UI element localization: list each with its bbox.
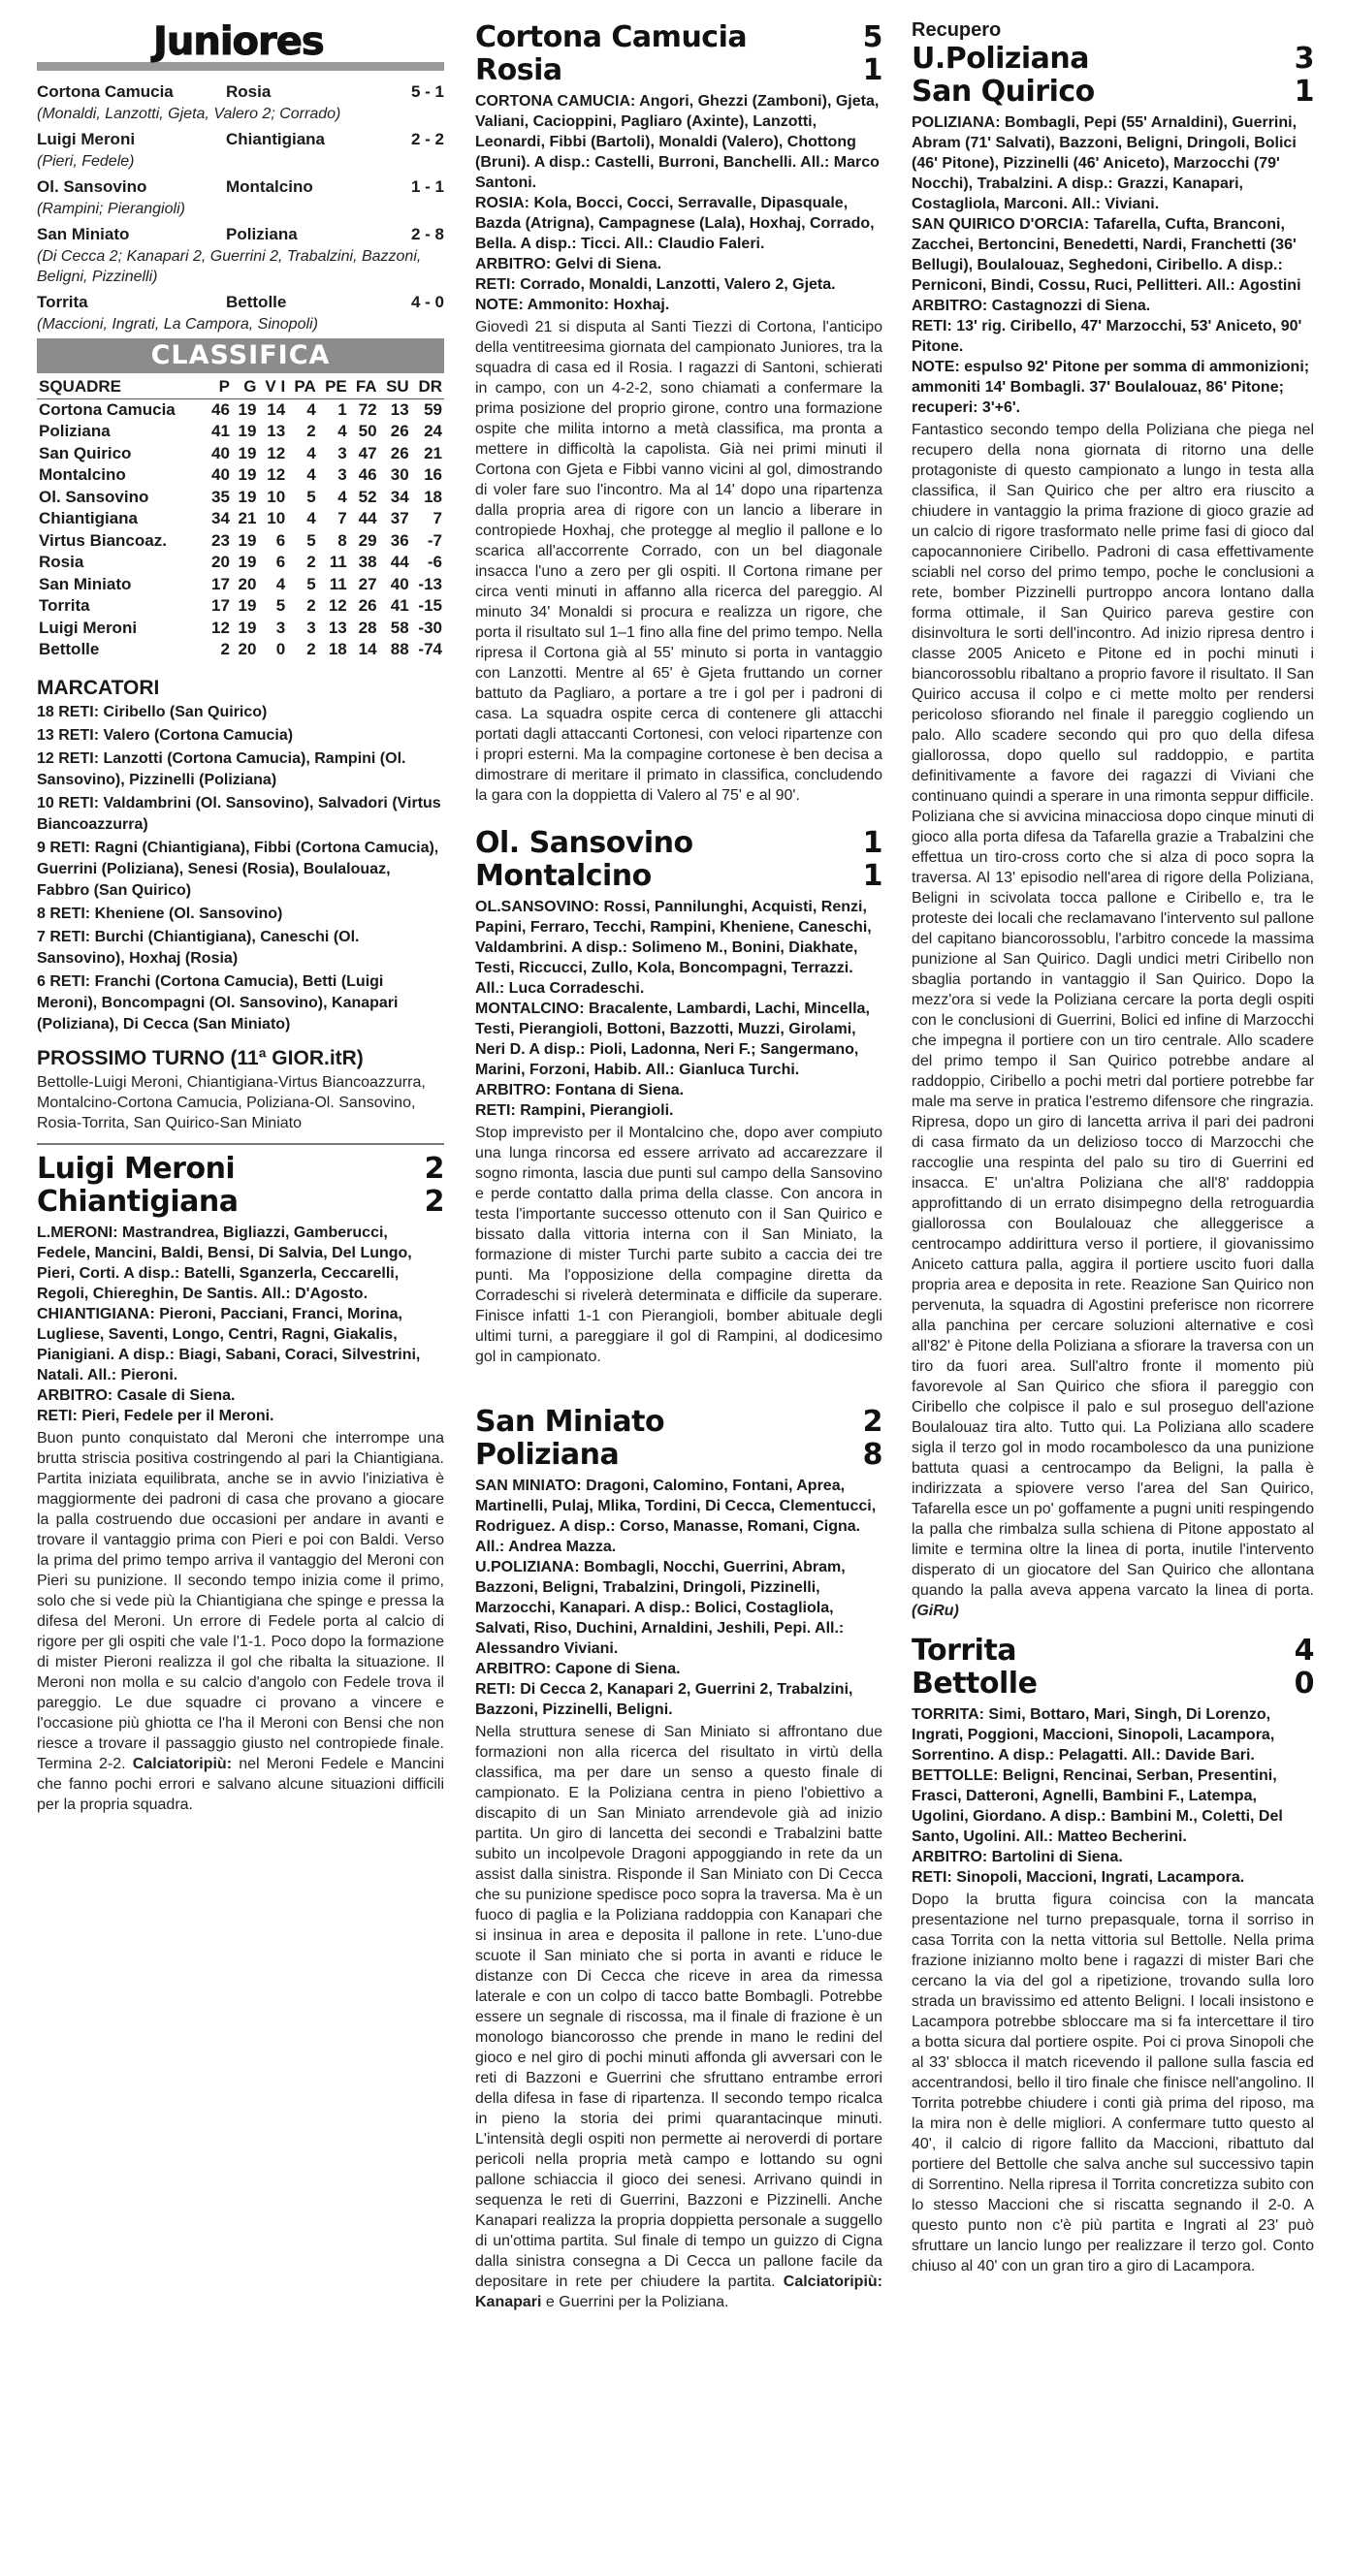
notes: NOTE: espulso 92' Pitone per somma di ammonizioni; ammoniti 14' Bombagli. 37' Boulalouaz, 86' Pitone; recuperi: 3'+6'.: [912, 359, 1310, 416]
standings-col-header: PA: [287, 376, 318, 398]
table-row: [37, 618, 444, 640]
scorer-line: 18 RETI: Ciribello (San Quirico): [37, 703, 268, 720]
team-name: Ol. Sansovino: [39, 487, 149, 506]
lineup-home: CORTONA CAMUCIA: Angori, Ghezzi (Zamboni), Gjeta, Valiani, Cacioppini, Pagliaro (Axinte), Lanzotti, Leonardi, Fibbi (Bartoli), Monaldi (Valero), Chottong (Bruni). A disp.: Castelli, Burroni, Banchelli. All.: Marco Santoni.: [475, 93, 880, 191]
stat-cell: 7: [433, 509, 442, 527]
lineup-away: MONTALCINO: Bracalente, Lambardi, Lachi, Mincella, Testi, Pierangioli, Bottoni, Bazzotti, Muzzi, Girolami, Neri D. A disp.: Pioli, Ladonna, Neri F.; Sangermano, Marini, Forzoni, Habib. All.: Gianluca Turchi.: [475, 1001, 870, 1078]
stat-cell: 58: [390, 618, 409, 637]
stat-cell: 17: [211, 596, 230, 615]
calciatori-text: nel Meroni Fedele e Mancini che fanno pochi errori e salvano alcune situazioni difficili per la propria squadra.: [37, 1755, 445, 1813]
table-row: [37, 595, 444, 618]
lineups: [37, 1223, 444, 1426]
home-team: San Miniato: [475, 1405, 665, 1439]
table-row: [37, 552, 444, 574]
table-row: [37, 574, 444, 596]
home-team: Ol. Sansovino: [475, 826, 693, 860]
goals: RETI: Corrado, Monaldi, Lanzotti, Valero 2, Gjeta.: [475, 276, 836, 293]
divider: [37, 1143, 444, 1145]
stat-cell: 4: [306, 443, 316, 462]
goals: RETI: Sinopoli, Maccioni, Ingrati, Lacampora.: [912, 1869, 1245, 1886]
stat-cell: 12: [267, 465, 286, 484]
stat-cell: 13: [328, 618, 347, 637]
home-team: Torrita: [912, 1634, 1017, 1668]
stat-cell: 14: [267, 399, 286, 419]
standings-header: [37, 376, 444, 398]
stat-cell: 88: [390, 640, 409, 658]
stat-cell: 19: [238, 465, 257, 484]
stat-cell: 13: [390, 399, 409, 419]
referee: ARBITRO: Casale di Siena.: [37, 1386, 236, 1404]
stat-cell: 29: [358, 530, 377, 550]
recupero-label: Recupero: [912, 19, 1002, 41]
score: 5 - 1: [410, 82, 444, 101]
stat-cell: 6: [275, 530, 286, 550]
match-torrita-bettolle: [912, 1635, 1314, 2276]
stat-cell: 19: [238, 399, 257, 419]
stat-cell: 46: [211, 399, 230, 419]
match-report: [37, 1428, 444, 1815]
stat-cell: 34: [390, 487, 409, 506]
stat-cell: 24: [424, 422, 442, 440]
home-score: 2: [424, 1151, 444, 1186]
stat-cell: 19: [238, 530, 257, 550]
standings-col-header: PE: [318, 376, 349, 398]
lineup-home: L.MERONI: Mastrandrea, Bigliazzi, Gamberucci, Fedele, Mancini, Baldi, Bensi, Di Salvia, Del Lungo, Pieri, Corti. A disp.: Batelli, Sganzerla, Ceccarelli, Regoli, Chiereghin, De Santis. All.: D'Agosto.: [37, 1224, 412, 1302]
stat-cell: 30: [390, 465, 409, 484]
stat-cell: 34: [211, 509, 230, 527]
stat-cell: 5: [306, 574, 316, 593]
middle-column: [475, 0, 882, 2312]
lineup-away: U.POLIZIANA: Bombagli, Nocchi, Guerrini, Abram, Bazzoni, Beligni, Trabalzini, Dringoli, Pizzinelli, Marzocchi, Kanapari. A disp.: Bolici, Costagliola, Salvati, Riso, Duchini, Arnaldini, Jeshili, Pepi. All.: Alessandro Viviani.: [475, 1559, 846, 1657]
stat-cell: 44: [390, 553, 409, 571]
left-column: [37, 0, 444, 1815]
stat-cell: 72: [358, 399, 377, 419]
lineups: [475, 1476, 882, 1720]
lineup-home: OL.SANSOVINO: Rossi, Pannilunghi, Acquisti, Renzi, Papini, Ferraro, Tecchi, Rampini, Kheniene, Caneschi, Valdambrini. A disp.: Solimeno M., Bonini, Diakhate, Testi, Riccucci, Zullo, Kola, Boncompagni, Terrazzi. All.: Luca Corradeschi.: [475, 899, 872, 997]
referee: ARBITRO: Bartolini di Siena.: [912, 1849, 1123, 1865]
stat-cell: 26: [358, 596, 377, 615]
stat-cell: 19: [238, 596, 257, 615]
away-score: 1: [862, 53, 882, 87]
stat-cell: 50: [358, 422, 377, 440]
stat-cell: 16: [424, 465, 442, 484]
marcatori-list: [37, 702, 444, 1035]
stat-cell: 27: [358, 574, 377, 593]
away-team: Poliziana: [475, 1438, 620, 1472]
stat-cell: 2: [220, 640, 230, 658]
stat-cell: 4: [275, 574, 286, 593]
lineups: [912, 112, 1314, 418]
stat-cell: 41: [211, 422, 230, 440]
match-cortona-rosia: [475, 21, 882, 806]
stat-cell: 37: [390, 509, 409, 527]
stat-cell: -6: [427, 553, 442, 571]
stat-cell: 5: [275, 596, 286, 615]
stat-cell: 47: [358, 443, 377, 462]
lineup-home: POLIZIANA: Bombagli, Pepi (55' Arnaldini), Guerrini, Abram (71' Salvati), Bazzoni, Beligni, Dringoli, Bolici (46' Pitone), Pizzinelli (46' Aniceto), Marzocchi (79' Nocchi), Trabalzini. A disp.: Grazzi, Kanapari, Costagliola, Marconi. All.: Viviani.: [912, 114, 1298, 212]
stat-cell: 21: [238, 509, 257, 527]
team-name: Torrita: [39, 596, 90, 615]
stat-cell: 40: [211, 443, 230, 462]
goals: RETI: Pieri, Fedele per il Meroni.: [37, 1407, 274, 1424]
calciatori-label: Calciatoripiù: Kanapari: [475, 2274, 882, 2310]
stat-cell: 59: [424, 399, 442, 419]
stat-cell: -7: [427, 530, 442, 550]
standings-table: [37, 376, 444, 661]
team-name: San Quirico: [39, 443, 132, 462]
standings-body: [37, 398, 444, 661]
home-team: U.Poliziana: [912, 42, 1090, 76]
scorer-line: 10 RETI: Valdambrini (Ol. Sansovino), Salvadori (Virtus Biancoazzurra): [37, 794, 441, 833]
team-name: Cortona Camucia: [39, 399, 176, 419]
standings-col-header: SQUADRE: [37, 376, 206, 398]
away-team: Montalcino: [475, 859, 652, 893]
home-score: 2: [862, 1405, 882, 1439]
lineup-away: ROSIA: Kola, Bocci, Cocci, Serravalle, Dipasquale, Bazda (Atrigna), Campagnese (Lala), Hoxhaj, Corrado, Bella. A disp.: Ticci. All.: Claudio Faleri.: [475, 195, 875, 252]
away-team: Bettolle: [226, 293, 287, 311]
home-score: 3: [1294, 42, 1314, 76]
calciatori-label: Calciatoripiù:: [132, 1755, 233, 1772]
team-name: Bettolle: [39, 640, 100, 658]
stat-cell: 28: [358, 618, 377, 637]
stat-cell: 23: [211, 530, 230, 550]
stat-cell: 12: [267, 443, 286, 462]
right-column: [912, 0, 1314, 2276]
stat-cell: 18: [328, 640, 347, 658]
match-report: [912, 420, 1314, 1621]
scorers: (Pieri, Fedele): [37, 153, 135, 170]
away-team: Chiantigiana: [37, 1184, 239, 1219]
lineups: [475, 897, 882, 1121]
score: 1 - 1: [410, 177, 444, 196]
lineups: [475, 91, 882, 315]
stat-cell: 18: [424, 487, 442, 506]
scorers: (Di Cecca 2; Kanapari 2, Guerrini 2, Trabalzini, Bazzoni, Beligni, Pizzinelli): [37, 248, 422, 285]
report-text: Buon punto conquistato dal Meroni che interrompe una brutta striscia positiva costringendo al pari la Chiantigiana. Partita iniziata equilibrata, anche se in avvio l'iniziativa è maggiormente dei padroni di casa che provano a giocare la palla costruendo due occasioni per andare in avanti e trovare il vantaggio prima con Pieri e poi con Baldi. Verso la prima del primo tempo arriva il vantaggio del Meroni con Pieri su punizione. Il secondo tempo inizia come il primo, solo che si vede più la Chiantigiana che spinge e pressa la difesa del Meroni. Un errore di Fedele porta al calcio di rigore per gli ospiti che vale l'1-1. Poco dopo la formazione di mister Pieroni realizza il gol che ribalta la situazione. Il Meroni non molla e su calcio d'angolo con Fedele trova il pareggio. Le due squadre ci provano a vincere e l'occasione più ghiotta ce l'ha il Meroni con Bensi che non riesce a trovare il passaggio giusto nel contropiede finale. Termina 2-2.: [37, 1429, 444, 1772]
goals: RETI: 13' rig. Ciribello, 47' Marzocchi, 53' Aniceto, 90' Pitone.: [912, 318, 1302, 355]
stat-cell: -30: [418, 618, 442, 637]
results-list: [37, 80, 444, 334]
stat-cell: 38: [358, 553, 377, 571]
stat-cell: 26: [390, 422, 409, 440]
stat-cell: 21: [424, 443, 442, 462]
stat-cell: 12: [211, 618, 230, 637]
table-row: [37, 487, 444, 509]
referee: ARBITRO: Capone di Siena.: [475, 1661, 681, 1677]
prossimo-turno-text: Bettolle-Luigi Meroni, Chiantigiana-Virtus Biancoazzurra, Montalcino-Cortona Camucia, Poliziana-Ol. Sansovino, Rosia-Torrita, San Quirico-San Miniato: [37, 1073, 426, 1131]
stat-cell: 4: [337, 487, 347, 506]
stat-cell: 5: [306, 530, 316, 550]
match-meroni-chiantigiana: [37, 1153, 444, 1815]
score: 2 - 8: [410, 225, 444, 243]
scorer-line: 8 RETI: Kheniene (Ol. Sansovino): [37, 905, 283, 922]
lineup-away: SAN QUIRICO D'ORCIA: Tafarella, Cufta, Branconi, Zacchei, Bertoncini, Benedetti, Nardi, Franchetti (36' Bellugi), Boulalouaz, Seghedoni, Ciribello. A disp.: Perniconi, Bindi, Cossu, Ruci, Pellitteri. All.: Agostini: [912, 216, 1301, 294]
away-team: Rosia: [475, 53, 562, 87]
away-team: Poliziana: [226, 225, 298, 243]
match-report: Stop imprevisto per il Montalcino che, dopo aver compiuto una lunga rincorsa ed essere arrivato ad accarezzare il sogno rimonta, lascia due punti sul campo della Sansovino e perde contatto dalla prima della classe. Con ancora in testa l'importante successo ottenuto con il San Quirico e bissato dalla vittoria interna con il San Miniato, la formazione di mister Turchi parte subito a caccia dei tre punti. Ma l'opposizione della compagine diretta da Corradeschi si rivelerà determinata e difficile da superare. Finisce infatti 1-1 con Pierangioli, bomber abituale degli ultimi turni, a pareggiare il gol di Rampini, al dodicesimo gol in campionato.: [475, 1125, 882, 1365]
home-score: 4: [1294, 1634, 1314, 1668]
match-report: [475, 1722, 882, 2312]
stat-cell: 35: [211, 487, 230, 506]
away-team: Chiantigiana: [226, 130, 326, 148]
stat-cell: 10: [267, 487, 286, 506]
scorer-line: 6 RETI: Franchi (Cortona Camucia), Betti (Luigi Meroni), Boncompagni (Ol. Sansovino), Kanapari (Poliziana), Di Cecca (San Miniato): [37, 972, 399, 1033]
table-row: [37, 508, 444, 530]
stat-cell: 40: [211, 465, 230, 484]
stat-cell: -15: [418, 596, 442, 615]
table-row: [37, 639, 444, 661]
stat-cell: 5: [306, 487, 316, 506]
stat-cell: 11: [329, 553, 347, 571]
juniores-header: [37, 21, 444, 71]
match-report: Giovedì 21 si disputa al Santi Tiezzi di Cortona, l'anticipo della ventitreesima giornata del campionato Juniores, tra la squadra di casa ed il Rosia. I ragazzi di Santoni, schierati in campo, con un 4-2-2, sono chiamati a confermare la prima posizione del proprio girone, contro una formazione ospite che milita intorno a metà classifica, ma pronta a mettere in difficoltà la capolista. Già nei primi minuti il Cortona con Gjeta e Fibbi vanno vicini al gol, dimostrando di voler fare suo l'incontro. Ma al 14' dopo una ripartenza dalla propria area di rigore con un lancio a liberare in contropiede Hoxhaj, che protegge al meglio il pallone e lo scarica all'accorrente Corrado, con un bel diagonale insacca l'uno a zero per gli ospiti. Il Cortona rimane per circa venti minuti in affanno alla ricerca del pareggio. Al minuto 34' Monaldi si procura e realizza un rigore, che porta il risultato sul 1–1 fino alla fine del primo tempo. Nella ripresa il Cortona già al 55' minuto si porta in vantaggio con Lanzotti. Mentre al 65' è Gjeta fruttando un corner battuto da Pagliaro, a portare a tre i gol per i padroni di casa. La squadra ospite cerca di contenere gli attacchi portati dagli attaccanti Cortonesi, con veloci ripartenze con i propri esterni. Ma la compagine cortonese è ben decisa a dimostrare di meritare il primato in classifica, concludendo la gara con la doppietta di Valero al 75' e al 90'.: [475, 319, 882, 804]
stat-cell: 1: [337, 399, 347, 419]
away-team: Rosia: [226, 82, 272, 101]
home-team: Cortona Camucia: [475, 20, 748, 54]
stat-cell: 4: [306, 399, 316, 419]
stat-cell: 44: [358, 509, 377, 527]
away-score: 2: [424, 1184, 444, 1219]
stat-cell: 20: [238, 640, 257, 658]
result-item: [37, 80, 444, 124]
stat-cell: 3: [337, 465, 347, 484]
scorers: (Monaldi, Lanzotti, Gjeta, Valero 2; Corrado): [37, 106, 341, 122]
standings-col-header: DR: [411, 376, 444, 398]
away-score: 0: [1294, 1667, 1314, 1701]
scorer-line: 13 RETI: Valero (Cortona Camucia): [37, 726, 294, 744]
home-team: Luigi Meroni: [37, 130, 136, 148]
stat-cell: 17: [211, 574, 230, 593]
lineups: [912, 1704, 1314, 1888]
away-team: San Quirico: [912, 75, 1095, 109]
stat-cell: 12: [328, 596, 347, 615]
home-score: 5: [862, 20, 882, 54]
goals: RETI: Di Cecca 2, Kanapari 2, Guerrini 2, Trabalzini, Bazzoni, Pizzinelli, Beligni.: [475, 1681, 853, 1718]
result-item: [37, 128, 444, 172]
stat-cell: 2: [306, 422, 316, 440]
calciatori-text: e Guerrini per la Poliziana.: [545, 2294, 729, 2310]
stat-cell: 4: [306, 509, 316, 527]
away-score: 1: [862, 859, 882, 893]
scorer-line: 12 RETI: Lanzotti (Cortona Camucia), Rampini (Ol. Sansovino), Pizzinelli (Poliziana): [37, 749, 406, 788]
stat-cell: 20: [211, 553, 230, 571]
team-name: Montalcino: [39, 465, 126, 484]
referee: ARBITRO: Fontana di Siena.: [475, 1082, 685, 1098]
match-poliziana-sanquirico: [912, 43, 1314, 1621]
stat-cell: 4: [306, 465, 316, 484]
table-row: [37, 464, 444, 487]
stat-cell: 20: [238, 574, 257, 593]
standings-col-header: FA: [349, 376, 379, 398]
stat-cell: 2: [306, 640, 316, 658]
scorer-line: 7 RETI: Burchi (Chiantigiana), Caneschi (Ol. Sansovino), Hoxhaj (Rosia): [37, 928, 360, 967]
stat-cell: 26: [390, 443, 409, 462]
table-row: [37, 398, 444, 421]
col-i: I: [280, 377, 286, 396]
stat-cell: 52: [358, 487, 377, 506]
match-report: Dopo la brutta figura coincisa con la mancata presentazione nel turno prepasquale, torna il sorriso in casa Torrita con la netta vittoria sul Bettolle. Nella prima frazione inizianno molto bene i ragazzi di mister Bari che cercano la via del gol a ripetizione, trovando sulla loro strada un bravissimo ed attento Beligni. I locali insistono e Lacampora potrebbe sbloccare ma si fa intercettare il tiro a botta sicura dal portiere ospite. Poi ci prova Sinopoli che al 33' sblocca il match ricevendo il pallone sulla fascia ed accentrandosi, bello il tiro finale che finisce nell'angolino. Il Torrita potrebbe chiudere i conti già prima del riposo, ma la mira non è delle migliori. A confermare tutto questo al 40', il calcio di rigore fallito da Maccioni, ribattuto dal portiere del Bettolle che salva anche sul successivo tapin di Sorrentino. Nella ripresa il Torrita concretizza subito con lo stesso Maccioni che si riscatta segnando il 2-0. A questo punto non c'è più partita e Ingrati al 23' può sfruttare un lancio lungo per realizzare il terzo gol. Conto chiuso al 40' con un gran tiro a giro di Lacampora.: [912, 1892, 1314, 2274]
away-score: 8: [862, 1438, 882, 1472]
stat-cell: 13: [267, 422, 286, 440]
classifica-title: CLASSIFICA: [37, 338, 444, 373]
stat-cell: 7: [337, 509, 347, 527]
scorers: (Rampini; Pierangioli): [37, 201, 185, 217]
match-miniato-poliziana: [475, 1406, 882, 2312]
stat-cell: 3: [306, 618, 316, 637]
notes: NOTE: Ammonito: Hoxhaj.: [475, 297, 670, 313]
stat-cell: 19: [238, 487, 257, 506]
score: 2 - 2: [410, 130, 444, 148]
stat-cell: 3: [337, 443, 347, 462]
score: 4 - 0: [410, 293, 444, 311]
result-item: [37, 291, 444, 334]
stat-cell: 36: [390, 530, 409, 550]
team-name: Rosia: [39, 553, 84, 571]
team-name: Virtus Biancoaz.: [39, 530, 167, 550]
report-text: Fantastico secondo tempo della Poliziana che piega nel recupero della nona giornata di ritorno una delle protagoniste di questo campionato a lungo in testa alla classifica, il San Quirico che per altro era riuscito a chiudere in vantaggio la prima frazione di gioco grazie ad un calcio di rigore trasformato nelle prime fasi di gioco dal capocannoniere Ciribello. Padroni di casa effettivamente sciabli nel corso del primo tempo, poche le conclusioni a rete, bomber Pizzinelli purtroppo ancora lontano dalla forma ottimale, il San Quirico pareva gestire con disinvoltura le sorti dell'incontro. Ad inizio ripresa dentro i classe 2005 Aniceto e Pitone ed in pochi minuti i biancorossoblu ribaltano a proprio favore il risultato. Il San Quirico accusa il colpo e ci mette molto per rendersi pericoloso sfiorando nel finale il pareggio cogliendo un palo. Allo scadere secondo qui pro quo della difesa giallorossa, dopo quello sul raddoppio, e partita definitivamente a favore dei ragazzi di Viviani che continuano quindi a sperare in una rimonta seppur difficile. Poliziana che si avvicina minacciosa dopo cinque minuti di gioco alla porta difesa da Tafarella grazie a Trabalzini che effettua un tiro-cross corto che si alza di poco sopra la traversa. Al 13' episodio nell'area di rigore della Poliziana, Beligni in scivolata tocca pallone e Ciribello e, tra le proteste dei locali che reclamavano l'intervento sul pallone del capitano biancorossoblu, l'arbitro concede la massima punizione al San Quirico. Dagli undici metri Ciribello non sbaglia portando in vantaggio il San Quirico. Dopo la mezz'ora si vede la Poliziana cercare la porta degli ospiti con le conclusioni di Guerrini, Bolici ed infine di Marzocchi che impegna il portiere con un tiro centrale. Allo scadere del primo tempo il San Quirico potrebbe andare al raddoppio, Ciribello a pochi metri dal portiere potrebbe far male ma serve in pratica l'estremo difensore che ringrazia. Ripresa, dopo un giro di lancetta arriva il pari dei padroni di casa firmato da un delizioso tocco di Marzocchi che raccoglie una respinta del palo su tiro di Guerrini ed insacca. E' un'altra Poliziana che all'8' raddoppia approfittando di un errato disimpegno della retroguardia giallorossa con Boulalouaz che alleggerisce a centrocampo addirittura verso il portiere, il giovanissimo Aniceto cattura palla, aggira il portiere uscito fuori dalla propria area e deposita in rete. Reazione San Quirico non pervenuta, la squadra di Agostini preferisce non ricorrere alla panchina per cercare soluzioni alternative e così all'82' è Pitone della Poliziana a sfiorare la traversa con un tiro da fuori area. Sull'altro fronte il momento più favorevole al San Quirico che sfiora il pareggio con Ciribello che colpisce il palo e sul proseguo dell'azione Boulalouaz tira alto. Tutto qui. La Poliziana allo scadere sigla il terzo gol in modo rocambolesco da una punizione battuta quasi a centrocampo da Beligni, la palla è indirizzata a spiovere verso l'area del San Quirico, Tafarella esce un po' goffamente a pugni uniti respingendo la palla che rimbalza sulla schiena di Pitone appostato al limite e termina oltre la linea di porta, inutile l'intervento disperato di un giocatore del San Quirico che allontana quando la palla aveva appena varcato la linea di porta.: [912, 422, 1314, 1599]
scorer-line: 9 RETI: Ragni (Chiantigiana), Fibbi (Cortona Camucia), Guerrini (Poliziana), Senesi (Rosia), Boulalouaz, Fabbro (San Quirico): [37, 839, 439, 899]
scorers: (Maccioni, Ingrati, La Campora, Sinopoli): [37, 316, 318, 333]
standings-col-header: G: [232, 376, 258, 398]
result-item: [37, 175, 444, 219]
stat-cell: 2: [306, 553, 316, 571]
author-signature: (GiRu): [912, 1603, 959, 1619]
home-team: San Miniato: [37, 225, 130, 243]
stat-cell: 10: [267, 509, 286, 527]
juniores-title: Juniores: [153, 19, 324, 64]
table-row: [37, 421, 444, 443]
referee: ARBITRO: Gelvi di Siena.: [475, 256, 662, 272]
stat-cell: 40: [390, 574, 409, 593]
home-team: Torrita: [37, 293, 88, 311]
lineup-away: CHIANTIGIANA: Pieroni, Pacciani, Franci, Morina, Lugliese, Saventi, Longo, Centri, Ragni, Giakalis, Pianigiani. A disp.: Biagi, Sabani, Coraci, Silvestrini, Natali. All.: Pieroni.: [37, 1305, 421, 1383]
report-text: Nella struttura senese di San Miniato si affrontano due formazioni non alla ricerca del risultato in virtù della classifica, ma per dare un senso a questo finale di campionato. E la Poliziana centra in pieno l'obiettivo a discapito di un San Miniato arrendevole già ad inizio partita. Un giro di lancetta dei secondi e Trabalzini batte subito un incolpevole Dragoni appoggiando in rete da un assist dalla sinistra. Risponde il San Miniato con Di Cecca che su punizione spedisce poco sopra la traversa. Ma è un fuoco di paglia e la Poliziana raddoppia con Kanapari che si insinua in area e deposita il pallone in rete. L'uno-due scuote il San miniato che si porta in avanti e riduce le distanze con Di Cecca che riceve in area da rimessa laterale e con un colpo di tacco batte Bombagli. Potrebbe essere un segnale di riscossa, ma il finale di frazione è un monologo biancorosso che prende in mano le redini del gioco e nel giro di pochi minuti affonda gli avversari con le reti di Bazzoni e Guerrini che sfruttano entrambe errori della difesa in fase di ripartenza. Il secondo tempo ricalca in pieno la storia dei primi quarantacinque minuti. L'intensità degli ospiti non permette ai neroverdi di portare pericoli nella propria metà campo e lottando su ogni pallone schiaccia il gioco dei senesi. Arrivano quindi in sequenza le reti di Guerrini, Bazzoni e Pizzinelli. Anche Kanapari realizza la propria doppietta personale a suggello di un'ottima partita. Sul finale di tempo un guizzo di Cigna dalla sinistra consegna a Di Cecca un pallone facile da depositare in rete per chiudere la partita.: [475, 1724, 882, 2290]
stat-cell: 19: [238, 618, 257, 637]
standings-col-header: P: [206, 376, 232, 398]
stat-cell: 46: [358, 465, 377, 484]
standings-col-header: [258, 376, 287, 398]
referee: ARBITRO: Castagnozzi di Siena.: [912, 298, 1151, 314]
stat-cell: -74: [418, 640, 442, 658]
stat-cell: 2: [306, 596, 316, 615]
stat-cell: 19: [238, 422, 257, 440]
team-name: Poliziana: [39, 422, 111, 440]
stat-cell: -13: [418, 574, 442, 593]
stat-cell: 19: [238, 443, 257, 462]
prossimo-turno-title: PROSSIMO TURNO (11ª GIOR.itR): [37, 1046, 364, 1069]
team-name: Chiantigiana: [39, 509, 139, 527]
home-team: Cortona Camucia: [37, 82, 174, 101]
away-score: 1: [1294, 75, 1314, 109]
marcatori-title: MARCATORI: [37, 676, 160, 699]
stat-cell: 14: [358, 640, 377, 658]
stat-cell: 11: [329, 574, 347, 593]
home-score: 1: [862, 826, 882, 860]
team-name: Luigi Meroni: [39, 618, 138, 637]
away-team: Montalcino: [226, 177, 313, 196]
lineup-home: SAN MINIATO: Dragoni, Calomino, Fontani, Aprea, Martinelli, Pulaj, Mlika, Tordini, Di Cecca, Clementucci, Rodriguez. A disp.: Corso, Manasse, Romani, Cigna. All.: Andrea Mazza.: [475, 1478, 877, 1555]
lineup-away: BETTOLLE: Beligni, Rencinai, Serban, Presentini, Frasci, Datteroni, Agnelli, Bambini F., Latempa, Ugolini, Giordano. A disp.: Bambini M., Coletti, Del Santo, Ugolini. All.: Matteo Becherini.: [912, 1767, 1283, 1845]
lineup-home: TORRITA: Simi, Bottaro, Mari, Singh, Di Lorenzo, Ingrati, Poggioni, Maccioni, Sinopoli, Lacampora, Sorrentino. A disp.: Pelagatti. All.: Davide Bari.: [912, 1706, 1275, 1764]
match-sansovino-montalcino: [475, 827, 882, 1367]
goals: RETI: Rampini, Pierangioli.: [475, 1102, 674, 1119]
table-row: [37, 530, 444, 553]
result-item: [37, 223, 444, 287]
stat-cell: 6: [275, 553, 286, 571]
away-team: Bettolle: [912, 1667, 1038, 1701]
stat-cell: 19: [238, 553, 257, 571]
stat-cell: 0: [275, 640, 286, 658]
stat-cell: 3: [275, 618, 286, 637]
home-team: Luigi Meroni: [37, 1151, 236, 1186]
stat-cell: 41: [390, 596, 409, 615]
stat-cell: 8: [337, 530, 347, 550]
stat-cell: 4: [337, 422, 347, 440]
table-row: [37, 443, 444, 465]
col-v: V: [265, 377, 276, 396]
standings-col-header: SU: [379, 376, 411, 398]
team-name: San Miniato: [39, 574, 132, 593]
home-team: Ol. Sansovino: [37, 177, 147, 196]
